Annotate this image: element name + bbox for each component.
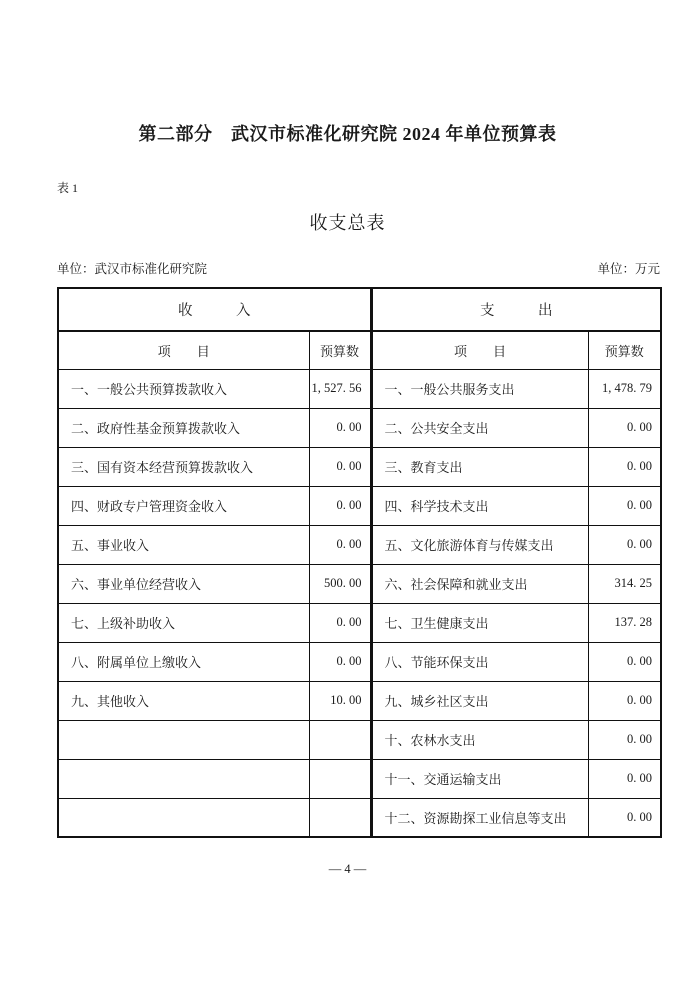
income-item-cell: 二、政府性基金预算拨款收入 bbox=[58, 408, 309, 447]
income-value-cell bbox=[309, 720, 371, 759]
unit-line bbox=[57, 259, 660, 277]
expense-value-cell: 0. 00 bbox=[588, 759, 661, 798]
expense-item-cell: 十二、资源勘探工业信息等支出 bbox=[371, 798, 588, 837]
income-value-cell bbox=[309, 759, 371, 798]
expense-value-cell: 0. 00 bbox=[588, 681, 661, 720]
income-item-cell: 八、附属单位上缴收入 bbox=[58, 642, 309, 681]
table-row bbox=[58, 486, 661, 525]
table-row bbox=[58, 798, 661, 837]
income-item-cell bbox=[58, 720, 309, 759]
table-row bbox=[58, 681, 661, 720]
expense-value-cell: 0. 00 bbox=[588, 720, 661, 759]
expense-value-cell: 0. 00 bbox=[588, 486, 661, 525]
income-item-cell bbox=[58, 798, 309, 837]
expense-value-cell: 0. 00 bbox=[588, 447, 661, 486]
expense-item-cell: 六、社会保障和就业支出 bbox=[371, 564, 588, 603]
income-budget-column-header: 预算数 bbox=[309, 331, 371, 369]
budget-summary-table bbox=[57, 287, 662, 838]
income-item-cell: 六、事业单位经营收入 bbox=[58, 564, 309, 603]
income-item-cell: 三、国有资本经营预算拨款收入 bbox=[58, 447, 309, 486]
expense-value-cell: 1, 478. 79 bbox=[588, 369, 661, 408]
income-value-cell bbox=[309, 798, 371, 837]
expense-item-cell: 十一、交通运输支出 bbox=[371, 759, 588, 798]
expense-item-cell: 九、城乡社区支出 bbox=[371, 681, 588, 720]
income-section-header: 收 入 bbox=[58, 288, 371, 331]
table-row bbox=[58, 408, 661, 447]
expense-value-cell: 137. 28 bbox=[588, 603, 661, 642]
income-value-cell: 0. 00 bbox=[309, 525, 371, 564]
expense-value-cell: 0. 00 bbox=[588, 525, 661, 564]
table-row bbox=[58, 525, 661, 564]
table-row bbox=[58, 564, 661, 603]
document-title: 第二部分 武汉市标准化研究院 2024 年单位预算表 bbox=[138, 124, 557, 144]
table-label: 表 1 bbox=[57, 181, 79, 195]
income-value-cell: 0. 00 bbox=[309, 408, 371, 447]
expense-item-cell: 七、卫生健康支出 bbox=[371, 603, 588, 642]
expense-item-column-header: 项 目 bbox=[371, 331, 588, 369]
table-row bbox=[58, 759, 661, 798]
table-title: 收支总表 bbox=[309, 213, 386, 233]
expense-value-cell: 0. 00 bbox=[588, 408, 661, 447]
unit-right-label: 单位：万元 bbox=[597, 262, 660, 276]
income-value-cell: 0. 00 bbox=[309, 603, 371, 642]
expense-item-cell: 八、节能环保支出 bbox=[371, 642, 588, 681]
expense-value-cell: 0. 00 bbox=[588, 798, 661, 837]
expense-item-cell: 十、农林水支出 bbox=[371, 720, 588, 759]
income-item-cell: 五、事业收入 bbox=[58, 525, 309, 564]
expense-item-cell: 四、科学技术支出 bbox=[371, 486, 588, 525]
expense-section-header: 支 出 bbox=[371, 288, 661, 331]
expense-item-cell: 三、教育支出 bbox=[371, 447, 588, 486]
table-row bbox=[58, 447, 661, 486]
income-item-column-header: 项 目 bbox=[58, 331, 309, 369]
table-section-header-row bbox=[58, 288, 661, 331]
income-value-cell: 500. 00 bbox=[309, 564, 371, 603]
expense-item-cell: 五、文化旅游体育与传媒支出 bbox=[371, 525, 588, 564]
expense-value-cell: 0. 00 bbox=[588, 642, 661, 681]
income-item-cell: 四、财政专户管理资金收入 bbox=[58, 486, 309, 525]
expense-item-cell: 一、一般公共服务支出 bbox=[371, 369, 588, 408]
page-number: — 4 — bbox=[328, 862, 367, 876]
income-value-cell: 0. 00 bbox=[309, 447, 371, 486]
table-row bbox=[58, 720, 661, 759]
income-item-cell: 九、其他收入 bbox=[58, 681, 309, 720]
unit-left-label: 单位：武汉市标准化研究院 bbox=[57, 262, 208, 276]
income-value-cell: 10. 00 bbox=[309, 681, 371, 720]
table-column-header-row bbox=[58, 331, 661, 369]
income-item-cell: 一、一般公共预算拨款收入 bbox=[58, 369, 309, 408]
expense-budget-column-header: 预算数 bbox=[588, 331, 661, 369]
income-value-cell: 0. 00 bbox=[309, 486, 371, 525]
expense-value-cell: 314. 25 bbox=[588, 564, 661, 603]
income-value-cell: 1, 527. 56 bbox=[309, 369, 371, 408]
table-row bbox=[58, 603, 661, 642]
expense-item-cell: 二、公共安全支出 bbox=[371, 408, 588, 447]
income-item-cell: 七、上级补助收入 bbox=[58, 603, 309, 642]
table-row bbox=[58, 642, 661, 681]
table-row bbox=[58, 369, 661, 408]
income-value-cell: 0. 00 bbox=[309, 642, 371, 681]
income-item-cell bbox=[58, 759, 309, 798]
